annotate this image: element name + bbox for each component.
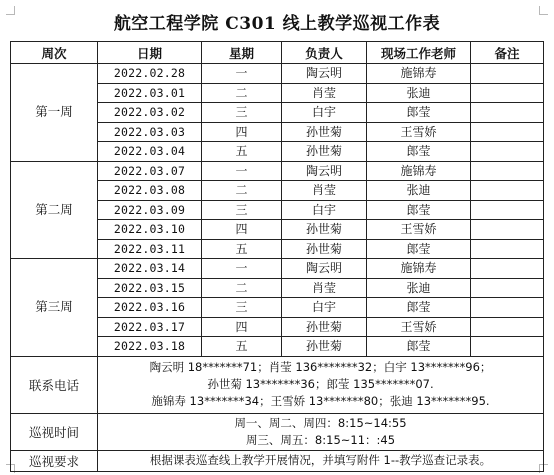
date-cell: 2022.03.11 [98,239,202,259]
onsite-teacher-cell: 郎莹 [367,337,471,357]
weekday-cell: 二 [202,278,282,298]
note-cell [471,181,544,201]
contact-row [11,356,544,413]
header-date: 日期 [98,42,202,64]
person-in-charge-cell: 白宇 [282,200,367,220]
weekday-cell: 一 [202,161,282,181]
weekday-cell: 五 [202,337,282,357]
weekday-cell: 三 [202,298,282,318]
patrol-time-row [11,413,544,450]
header-weekday: 星期 [202,42,282,64]
patrol-requirement-label: 巡视要求 [11,450,98,471]
person-in-charge-cell: 陶云明 [282,64,367,84]
note-cell [471,259,544,279]
header-onsite-teacher: 现场工作老师 [367,42,471,64]
weekday-cell: 五 [202,239,282,259]
note-cell [471,337,544,357]
patrol-requirement-text: 根据课表巡查线上教学开展情况，并填写附件 1--教学巡查记录表。 [98,450,544,471]
header-row [11,42,544,64]
header-note: 备注 [471,42,544,64]
patrol-time-label: 巡视时间 [11,413,98,450]
table-header [11,42,544,64]
date-cell: 2022.03.02 [98,103,202,123]
note-cell [471,200,544,220]
weekday-cell: 一 [202,259,282,279]
person-in-charge-cell: 孙世菊 [282,122,367,142]
onsite-teacher-cell: 张迪 [367,83,471,103]
person-in-charge-cell: 陶云明 [282,259,367,279]
week-label-cell: 第二周 [11,161,98,259]
onsite-teacher-cell: 郎莹 [367,200,471,220]
date-cell: 2022.03.09 [98,200,202,220]
note-cell [471,83,544,103]
date-cell: 2022.03.07 [98,161,202,181]
date-cell: 2022.03.08 [98,181,202,201]
weekday-cell: 一 [202,64,282,84]
person-in-charge-cell: 肖莹 [282,278,367,298]
weekday-cell: 三 [202,103,282,123]
onsite-teacher-cell: 张迪 [367,181,471,201]
onsite-teacher-cell: 王雪娇 [367,122,471,142]
onsite-teacher-cell: 王雪娇 [367,220,471,240]
date-cell: 2022.03.04 [98,142,202,162]
note-cell [471,220,544,240]
note-cell [471,239,544,259]
note-cell [471,298,544,318]
patrol-time-info [98,413,544,450]
date-cell: 2022.03.10 [98,220,202,240]
weekday-cell: 五 [202,142,282,162]
contact-label: 联系电话 [11,356,98,413]
table-row [11,259,544,279]
contact-line: 陶云明 18*******71；肖莹 136*******32；白宇 13*******96； [149,360,492,374]
header-week: 周次 [11,42,98,64]
table-row [11,64,544,84]
onsite-teacher-cell: 施锦寿 [367,64,471,84]
table-body [11,64,544,472]
person-in-charge-cell: 肖莹 [282,83,367,103]
patrol-schedule-table [10,41,544,472]
note-cell [471,103,544,123]
onsite-teacher-cell: 郎莹 [367,239,471,259]
contact-line: 孙世菊 13*******36；郎莹 135*******07. [207,377,434,391]
date-cell: 2022.03.03 [98,122,202,142]
header-person-in-charge: 负责人 [282,42,367,64]
table-row [11,161,544,181]
patrol-time-line: 周一、周二、周四：8:15~14:55 [234,415,407,430]
weekday-cell: 三 [202,200,282,220]
person-in-charge-cell: 肖莹 [282,181,367,201]
person-in-charge-cell: 白宇 [282,103,367,123]
note-cell [471,161,544,181]
date-cell: 2022.03.16 [98,298,202,318]
patrol-time-line: 周三、周五：8:15~11：:45 [245,432,396,447]
person-in-charge-cell: 陶云明 [282,161,367,181]
person-in-charge-cell: 孙世菊 [282,337,367,357]
note-cell [471,64,544,84]
week-label-cell: 第一周 [11,64,98,162]
week-label-cell: 第三周 [11,259,98,357]
weekday-cell: 二 [202,83,282,103]
person-in-charge-cell: 孙世菊 [282,220,367,240]
document-title: 航空工程学院 C301 线上教学巡视工作表 [113,14,441,34]
onsite-teacher-cell: 郎莹 [367,142,471,162]
date-cell: 2022.03.18 [98,337,202,357]
contact-line: 施锦寿 13*******34；王雪娇 13*******80；张迪 13*******95. [151,394,490,408]
onsite-teacher-cell: 郎莹 [367,103,471,123]
weekday-cell: 四 [202,122,282,142]
weekday-cell: 四 [202,220,282,240]
date-cell: 2022.03.17 [98,317,202,337]
date-cell: 2022.03.01 [98,83,202,103]
date-cell: 2022.03.14 [98,259,202,279]
weekday-cell: 二 [202,181,282,201]
onsite-teacher-cell: 王雪娇 [367,317,471,337]
person-in-charge-cell: 孙世菊 [282,142,367,162]
onsite-teacher-cell: 施锦寿 [367,259,471,279]
onsite-teacher-cell: 施锦寿 [367,161,471,181]
note-cell [471,122,544,142]
person-in-charge-cell: 孙世菊 [282,317,367,337]
weekday-cell: 四 [202,317,282,337]
contact-info [98,356,544,413]
patrol-requirement-row [11,450,544,471]
person-in-charge-cell: 白宇 [282,298,367,318]
note-cell [471,317,544,337]
note-cell [471,278,544,298]
date-cell: 2022.03.15 [98,278,202,298]
onsite-teacher-cell: 张迪 [367,278,471,298]
note-cell [471,142,544,162]
onsite-teacher-cell: 郎莹 [367,298,471,318]
person-in-charge-cell: 孙世菊 [282,239,367,259]
date-cell: 2022.02.28 [98,64,202,84]
